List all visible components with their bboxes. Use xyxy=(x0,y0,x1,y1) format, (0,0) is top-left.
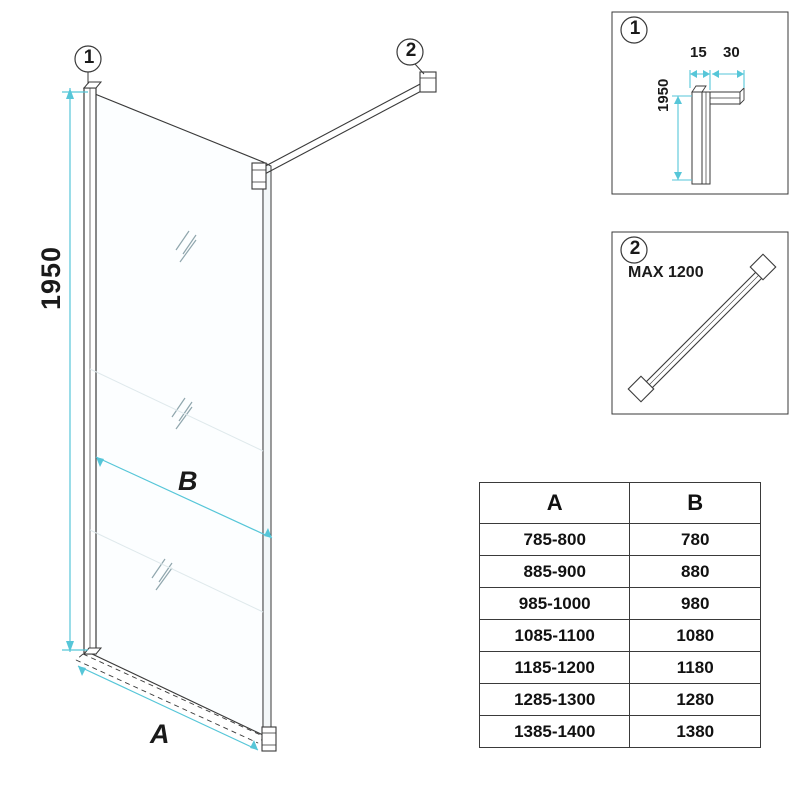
table-cell-a: 1385-1400 xyxy=(480,716,630,748)
callout-2-label: 2 xyxy=(405,40,417,61)
table-cell-a: 885-900 xyxy=(480,556,630,588)
table-row xyxy=(480,716,761,748)
detail-1-dim-30-label: 30 xyxy=(723,44,740,61)
table-row xyxy=(480,588,761,620)
detail-1-dim-15-label: 15 xyxy=(690,44,707,61)
table-header-b: B xyxy=(630,483,761,524)
main-height-label: 1950 xyxy=(36,245,66,310)
support-bar-assembly xyxy=(252,72,436,189)
table-row xyxy=(480,684,761,716)
table-cell-b: 880 xyxy=(630,556,761,588)
support-bar-top-line xyxy=(258,82,424,170)
main-width-b-label: B xyxy=(178,466,198,496)
table-cell-b: 780 xyxy=(630,524,761,556)
glass-panel-face xyxy=(90,92,263,735)
table-cell-a: 1185-1200 xyxy=(480,652,630,684)
table-row xyxy=(480,556,761,588)
table-cell-b: 980 xyxy=(630,588,761,620)
table-row xyxy=(480,620,761,652)
table-cell-a: 1285-1300 xyxy=(480,684,630,716)
table-header-row xyxy=(480,483,761,524)
floor-projection-left xyxy=(76,654,83,660)
table-cell-b: 1380 xyxy=(630,716,761,748)
table-cell-b: 1180 xyxy=(630,652,761,684)
table-cell-b: 1080 xyxy=(630,620,761,652)
table-row xyxy=(480,524,761,556)
table-cell-a: 1085-1100 xyxy=(480,620,630,652)
main-width-a-label: A xyxy=(150,719,170,749)
support-bar-wall-bracket xyxy=(420,72,436,92)
bottom-clamp xyxy=(262,727,276,751)
detail-1-profile-left xyxy=(692,92,702,184)
support-bar-bottom-line xyxy=(261,88,427,176)
table-row xyxy=(480,652,761,684)
detail-1-dim-1950-label: 1950 xyxy=(655,78,672,112)
table-cell-a: 985-1000 xyxy=(480,588,630,620)
wall-profile-top-cap xyxy=(84,82,101,88)
table-cell-b: 1280 xyxy=(630,684,761,716)
glass-edge-thickness xyxy=(263,162,271,739)
table-cell-a: 785-800 xyxy=(480,524,630,556)
support-bar-glass-clamp xyxy=(252,163,266,189)
detail-2-callout-label: 2 xyxy=(629,238,641,259)
table-header-a: A xyxy=(480,483,630,524)
detail-2-max-label: MAX 1200 xyxy=(628,264,704,281)
callout-1-label: 1 xyxy=(83,47,95,68)
dimension-table xyxy=(479,482,761,748)
main-view xyxy=(62,39,436,751)
detail-1-callout-label: 1 xyxy=(629,18,641,39)
